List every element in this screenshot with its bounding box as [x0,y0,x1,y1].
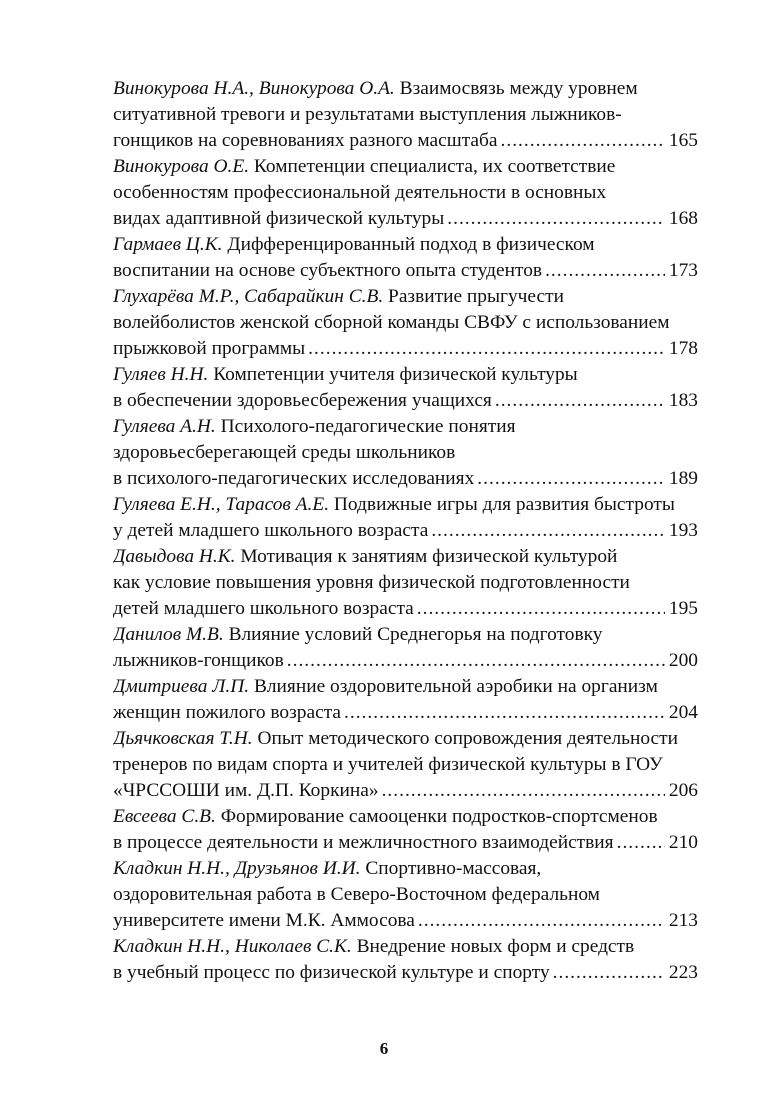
toc-entry-title-end: у детей младшего школьного возраста [113,520,429,541]
toc-entry [113,856,698,934]
toc-entry-title-end: прыжковой программы [113,338,306,359]
toc-entry-last-line [113,700,698,726]
toc-entry-page-number: 168 [668,208,698,229]
toc-entry [113,544,698,622]
toc-entry-first-line [113,674,698,700]
toc-entry-first-line [113,362,698,388]
toc-entry-title: Мотивация к занятиям физической культурой [240,546,618,567]
toc-entry-page-number: 213 [668,910,698,931]
toc-entry-title: Спортивно-массовая, [365,858,542,879]
toc-entry-title-continuation: как условие повышения уровня физической подготовленности [113,572,630,593]
toc-entry [113,414,698,492]
toc-entry-last-line [113,596,698,622]
toc-entry-title: Взаимосвязь между уровнем [399,78,638,99]
toc-entry-title-end: университете имени М.К. Аммосова [113,910,415,931]
toc-entry-page-number: 183 [668,390,698,411]
toc-entry-title-continuation: особенностям профессиональной деятельности в основных [113,182,607,203]
toc-entry-last-line [113,466,698,492]
toc-entry-title: Опыт методического сопровождения деятельности [257,728,678,749]
toc-entry-authors: Дьячковская Т.Н. [113,728,253,749]
leader-dots [501,128,665,154]
toc-entry [113,622,698,674]
leader-dots [417,596,665,622]
leader-dots [287,648,665,674]
toc-entry-page-number: 206 [668,780,698,801]
toc-entry-title: Подвижные игры для развития быстроты [333,494,675,515]
toc-entry-last-line [113,830,698,856]
toc-entry-first-line [113,232,698,258]
toc-entry [113,492,698,544]
toc-entry [113,232,698,284]
toc-entry [113,726,698,804]
toc-entry-authors: Дмитриева Л.П. [113,676,250,697]
toc-entry-first-line [113,414,698,440]
toc-entry [113,804,698,856]
toc-entry-first-line [113,856,698,882]
toc-entry-page-number: 204 [668,702,698,723]
toc-entry-first-line [113,154,698,180]
leader-dots [344,700,665,726]
table-of-contents [113,76,698,986]
toc-entry-title: Дифференцированный подход в физическом [227,234,595,255]
leader-dots [545,258,665,284]
toc-entry-authors: Винокурова О.Е. [113,156,250,177]
toc-entry-first-line [113,76,698,102]
toc-entry-title: Влияние условий Среднегорья на подготовку [228,624,603,645]
toc-entry-title: Влияние оздоровительной аэробики на организм [253,676,658,697]
toc-entry-last-line [113,258,698,284]
toc-entry-last-line [113,128,698,154]
toc-entry-first-line [113,492,698,518]
toc-entry-title-continuation: здоровьесберегающей среды школьников [113,442,456,463]
toc-entry-title: Компетенции специалиста, их соответствие [253,156,616,177]
toc-entry-title-end: лыжников-гонщиков [113,650,284,671]
toc-entry-page-number: 173 [668,260,698,281]
toc-entry-last-line [113,960,698,986]
toc-entry-page-number: 200 [668,650,698,671]
toc-entry-first-line [113,934,698,960]
toc-entry [113,76,698,154]
toc-entry-title-end: в процессе деятельности и межличностного взаимодействия [113,832,614,853]
toc-entry [113,362,698,414]
toc-entry-page-number: 189 [668,468,698,489]
toc-entry-title-end: в психолого-педагогических исследованиях [113,468,475,489]
toc-entry-title-continuation: волейболистов женской сборной команды СВФУ с использованием [113,312,670,333]
leader-dots [308,336,665,362]
leader-dots [617,830,665,856]
toc-entry-first-line [113,804,698,830]
toc-entry-title-end: в учебный процесс по физической культуре и спорту [113,962,550,983]
toc-entry-title-end: «ЧРССОШИ им. Д.П. Коркина» [113,780,379,801]
leader-dots [477,466,665,492]
toc-entry-last-line [113,778,698,804]
toc-entry-first-line [113,284,698,310]
leader-dots [553,960,665,986]
toc-entry-authors: Гуляев Н.Н. [113,364,209,385]
toc-entry-authors: Винокурова Н.А., Винокурова О.А. [113,78,395,99]
toc-entry-title-end: гонщиков на соревнованиях разного масштаба [113,130,498,151]
leader-dots [431,518,665,544]
toc-entry-title-continuation: тренеров по видам спорта и учителей физической культуры в ГОУ [113,754,663,775]
page-number: 6 [379,1039,389,1058]
toc-entry-authors: Евсеева С.В. [113,806,216,827]
toc-entry [113,154,698,232]
toc-entry-first-line [113,726,698,752]
toc-entry-last-line [113,206,698,232]
toc-entry-title-end: женщин пожилого возраста [113,702,342,723]
leader-dots [447,206,665,232]
toc-entry-title-end: воспитании на основе субъектного опыта студентов [113,260,543,281]
leader-dots [495,388,665,414]
toc-entry [113,284,698,362]
toc-entry-page-number: 223 [668,962,698,983]
toc-entry-title-continuation: оздоровительная работа в Северо-Восточном федеральном [113,884,600,905]
toc-entry-first-line [113,544,698,570]
toc-entry-authors: Кладкин Н.Н., Друзьянов И.И. [113,858,361,879]
toc-entry-authors: Гуляева А.Н. [113,416,216,437]
leader-dots [382,778,665,804]
toc-entry-title: Внедрение новых форм и средств [356,936,635,957]
toc-entry-title: Компетенции учителя физической культуры [213,364,578,385]
toc-entry-authors: Кладкин Н.Н., Николаев С.К. [113,936,352,957]
toc-entry-title: Психолого-педагогические понятия [220,416,516,437]
toc-entry-last-line [113,336,698,362]
toc-entry-title: Развитие прыгучести [388,286,564,307]
toc-entry-authors: Гармаев Ц.К. [113,234,223,255]
toc-entry-page-number: 195 [668,598,698,619]
toc-entry-title-continuation: ситуативной тревоги и результатами выступления лыжников- [113,104,622,125]
toc-entry-page-number: 193 [668,520,698,541]
toc-entry [113,674,698,726]
leader-dots [418,908,665,934]
toc-entry-title: Формирование самооценки подростков-спортсменов [220,806,658,827]
toc-entry-last-line [113,908,698,934]
toc-entry-title-end: в обеспечении здоровьесбережения учащихся [113,390,492,411]
toc-entry-page-number: 165 [668,130,698,151]
toc-entry-last-line [113,648,698,674]
toc-entry-authors: Гуляева Е.Н., Тарасов А.Е. [113,494,330,515]
toc-entry-page-number: 210 [668,832,698,853]
toc-entry-title-end: видах адаптивной физической культуры [113,208,445,229]
toc-entry-last-line [113,388,698,414]
toc-entry-title-end: детей младшего школьного возраста [113,598,414,619]
toc-entry-page-number: 178 [668,338,698,359]
toc-entry-authors: Давыдова Н.К. [113,546,236,567]
toc-entry [113,934,698,986]
toc-entry-first-line [113,622,698,648]
toc-entry-last-line [113,518,698,544]
toc-entry-authors: Глухарёва М.Р., Сабарайкин С.В. [113,286,384,307]
toc-entry-authors: Данилов М.В. [113,624,224,645]
